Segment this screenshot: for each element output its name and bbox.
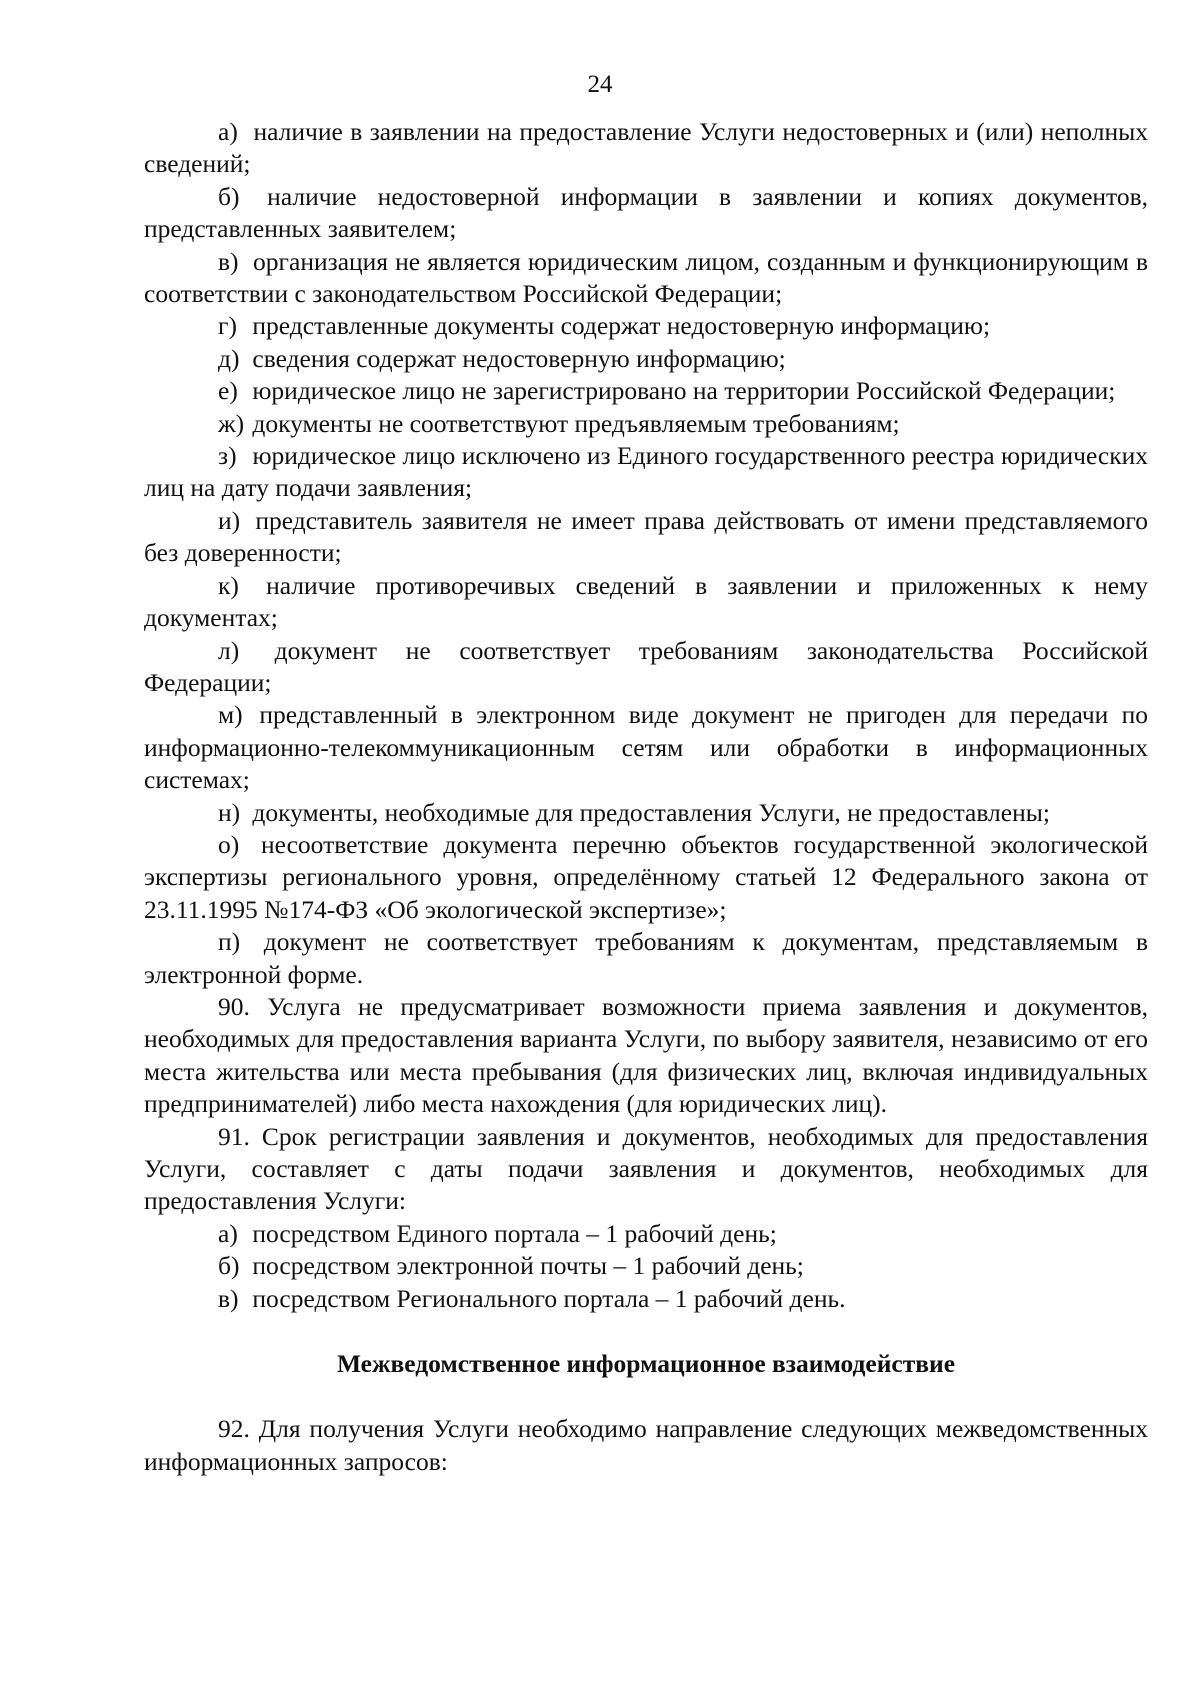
paragraph-marker: в) xyxy=(218,1283,239,1313)
paragraph-marker: ж) xyxy=(218,408,245,438)
paragraph-text: документы, необходимые для предоставления Услуги, не предоставлены; xyxy=(252,797,1050,827)
paragraph xyxy=(144,116,1148,181)
page-number: 24 xyxy=(587,71,613,98)
paragraph-text: Срок регистрации заявления и документов, необходимых для предоставления Услуги, составляет с даты подачи заявления и документов, необходимых для предоставления Услуги: xyxy=(144,1121,1149,1216)
paragraph-marker: д) xyxy=(218,343,240,373)
paragraph xyxy=(144,1283,1148,1315)
paragraph xyxy=(144,635,1148,700)
paragraph xyxy=(144,1121,1148,1218)
paragraph-text: сведения содержат недостоверную информацию; xyxy=(252,343,786,373)
paragraph xyxy=(144,699,1148,796)
paragraph-text: представленные документы содержат недостоверную информацию; xyxy=(252,311,991,341)
paragraph xyxy=(144,1250,1148,1282)
paragraph-marker: з) xyxy=(218,441,237,471)
paragraph xyxy=(144,343,1148,375)
paragraph xyxy=(144,440,1148,505)
paragraph-text: наличие противоречивых сведений в заявлении и приложенных к нему документах; xyxy=(144,570,1148,633)
paragraph xyxy=(144,375,1148,407)
paragraph-text: юридическое лицо не зарегистрировано на территории Российской Федерации; xyxy=(252,376,1116,406)
paragraph-text: документы не соответствуют предъявляемым требованиям; xyxy=(252,408,900,438)
paragraph-marker: о) xyxy=(218,829,240,859)
paragraph-text: посредством Единого портала – 1 рабочий день; xyxy=(252,1218,777,1248)
paragraph-marker: н) xyxy=(218,797,241,827)
paragraph xyxy=(144,570,1148,635)
section-heading: Межведомственное информационное взаимодействие xyxy=(336,1349,956,1379)
paragraph-text: представитель заявителя не имеет права действовать от имени представляемого без доверенности; xyxy=(144,505,1149,568)
paragraph xyxy=(144,246,1148,311)
paragraph-marker: г) xyxy=(218,311,237,341)
paragraph-marker: б) xyxy=(218,1251,240,1281)
paragraph-text: документ не соответствует требованиям к документам, представляемым в электронной форме. xyxy=(144,927,1148,989)
paragraph-text: организация не является юридическим лицом, созданным и функционирующим в соответствии с законодательством Российской Федерации; xyxy=(144,246,1149,309)
paragraph xyxy=(144,408,1148,440)
paragraph-marker: м) xyxy=(218,700,243,730)
paragraph-list-after-heading xyxy=(144,1413,1148,1478)
paragraph xyxy=(144,310,1148,342)
paragraph xyxy=(144,797,1148,829)
paragraph-text: Услуга не предусматривает возможности приема заявления и документов, необходимых для предоставления варианта Услуги, по выбору заявителя, независимо от его места жительства или места пребывания (для физических лиц, включая индивидуальных предпринимателей) либо места нахождения (для юридических лиц). xyxy=(144,991,1148,1119)
paragraph-marker: а) xyxy=(218,117,238,146)
paragraph-marker: е) xyxy=(218,376,238,406)
paragraph-text: юридическое лицо исключено из Единого государственного реестра юридических лиц на дату подачи заявления; xyxy=(144,441,1149,503)
paragraph-marker: б) xyxy=(218,181,240,211)
paragraph-marker: и) xyxy=(218,505,241,535)
paragraph-marker: к) xyxy=(218,570,239,600)
paragraph xyxy=(144,829,1148,926)
paragraph-marker: п) xyxy=(218,927,241,957)
paragraph-text: наличие недостоверной информации в заявлении и копиях документов, представленных заявителем; xyxy=(144,181,1149,244)
paragraph xyxy=(144,991,1148,1121)
paragraph-marker: л) xyxy=(218,635,240,665)
paragraph-marker: в) xyxy=(218,246,239,276)
paragraph-text: Для получения Услуги необходимо направление следующих межведомственных информационных запросов: xyxy=(144,1414,1148,1476)
paragraph-text: посредством электронной почты – 1 рабочий день; xyxy=(252,1251,804,1281)
paragraph-list xyxy=(144,116,1148,1315)
paragraph-text: наличие в заявлении на предоставление Услуги недостоверных и (или) неполных сведений; xyxy=(144,117,1148,179)
paragraph-text: посредством Регионального портала – 1 рабочий день. xyxy=(252,1283,846,1313)
paragraph-marker: 90. xyxy=(218,991,250,1021)
paragraph-text: документ не соответствует требованиям законодательства Российской Федерации; xyxy=(144,635,1148,697)
document-body xyxy=(144,116,1148,1478)
paragraph xyxy=(144,181,1148,246)
paragraph-marker: а) xyxy=(218,1218,238,1248)
paragraph xyxy=(144,505,1148,570)
paragraph xyxy=(144,926,1148,991)
paragraph-marker: 91. xyxy=(218,1121,250,1151)
paragraph xyxy=(144,1218,1148,1250)
paragraph-text: несоответствие документа перечню объектов государственной экологической экспертизы регионального уровня, определённому статьей 12 Федерального закона от 23.11.1995 №174-ФЗ «Об экологической экспертизе»; xyxy=(144,829,1148,924)
paragraph-text: представленный в электронном виде документ не пригоден для передачи по информационно-телекоммуникационным сетям или обработки в информационных системах; xyxy=(144,700,1148,795)
paragraph-marker: 92. xyxy=(218,1414,250,1444)
paragraph xyxy=(144,1413,1148,1478)
